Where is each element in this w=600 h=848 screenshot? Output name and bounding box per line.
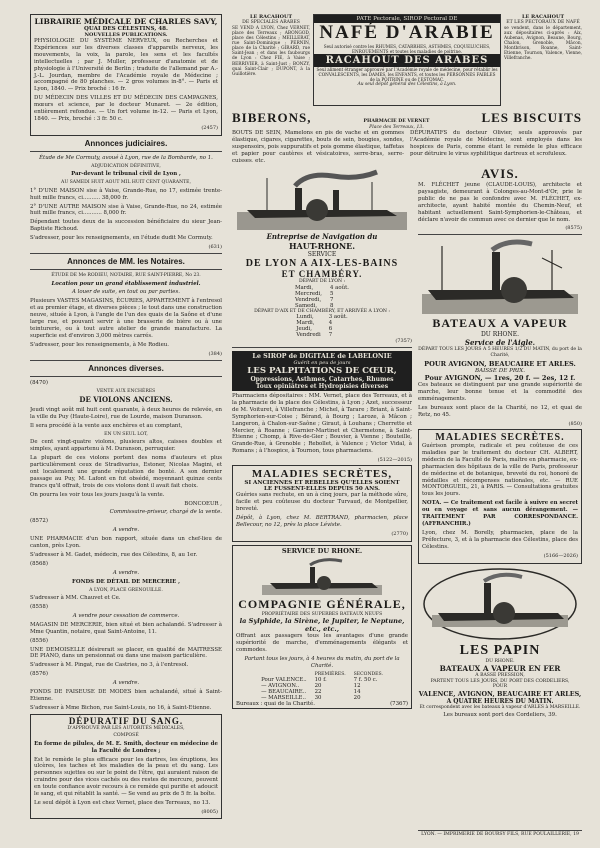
aigle-dest: POUR AVIGNON, BEAUCAIRE ET ARLES. [424,360,576,369]
price-cell: 7 f. 50 c. [353,677,378,684]
price-cell: 14 [353,689,361,696]
labelonie-body: Pharmaciens dépositaires : MM. Vernet, place des Terreaux, et à la pharmacie de la place des Célestins, à Lyon ; Azet, successeur de M. Voituret, à Villefranche ; Michel, à Tarare ; Briant, à Saint-Symphorien-sur-Coise ; Bérand, à Bourg ; Laroze, à Mâcon ; Langeron, à Chalon-sur-Saône ; Giraut, à Louhans ; Cherrette et Mercier, à Roanne ; Garnier-Martinet et Chermetone, à Saint-Étienne ; Chomp, à Rive-de-Gier ; Bouvier, à Vienne ; Bouteille, Grande-Rue, à Grenoble ; Rebollet, à Valence ; Victor Vidal, à Romans ; à l'hospice, à Tournon, tous pharmaciens. [232,393,412,455]
diverses-body8: MAGASIN DE MERCERIE, bien situé et bien achalandé. S'adresser à Mme Quantin, notaire, quai Saint-Antoine, 11. [30,621,222,635]
diverses-avendre3: A vendre. [112,680,140,687]
judiciaires-body: Dépendant toutes deux de la succession bénéficiaire du sieur Jean-Baptiste Richoud. [30,219,222,233]
navigation-ad [232,168,412,344]
secretes3-ad [418,429,582,564]
navigation-route: DE LYON A AIX-LES-BAINS [245,258,399,269]
day-cell: Mercredi, [295,290,322,297]
judiciaires-section [30,139,222,250]
labelonie-line2: Guérit en peu de jours [293,360,351,366]
savy-sub: NOUVELLES PUBLICATIONS. [84,32,168,38]
racahout-nafe-sub: Seul autorisé contre les RHUMES, CATARRHES, ASTHMES, COQUELUCHES, ENROUEMENTS et toutes les maladies de poitrine. [323,43,491,54]
papin-title: LES PAPIN [459,642,541,658]
judiciaires-adjud: ADJUDICATION DÉFINITIVE, [91,163,161,169]
aigle-baisse: BAISSE DE PRIX. [474,368,526,375]
day-cell: Vendredi [296,332,321,338]
labelonie-line1: Le SIROP de DIGITALE de LABELONIE [252,352,392,360]
judiciaires-title: Annonces judiciaires. [84,138,168,148]
diverses-body2: Il sera procédé à la vente aux enchères et au comptant, [30,422,183,429]
diverses-contact5: S'adresser à M. Pingat, rue de Castries, no 3, à l'entresol. [30,662,189,669]
secretes2-sub2: LE FUSSENT-ELLES DEPUIS 50 ANS. [263,486,381,493]
date-cell: 7 [330,296,334,303]
racahout-racahout: RACAHOUT DES ARABES [314,54,500,67]
judiciaires-date: AU SAMEDI HUIT AOUT MIL HUIT CENT QUARANTE, [61,180,191,186]
compagnie-service: SERVICE DU RHONE. [281,546,363,555]
biberons-ad [232,110,582,162]
aigle-bureaux: Les bureaux sont place de la Charité, no 12, et quai de Retz, no 45. [418,405,582,419]
notaires-location: Location pour un grand établissement industriel. [51,280,201,287]
compagnie-boats: la Sylphide, la Sirène, le Jupiter, le Neptune, etc., etc., [239,617,405,634]
biberons-title2: LES BISCUITS [481,110,582,125]
racahout-nafe: NAFÉ D'ARABIE [319,22,495,43]
racahout-pate: PATE Pectorale, SIROP Pectoral DE [314,15,500,23]
diverses-seul: EN UN SEUL LOT, [104,431,148,437]
date-cell: 4 [328,320,333,326]
compagnie-bureaux: Bureaux : quai de la Charité. [236,701,315,708]
diverses-title: Annonces diverses. [88,363,164,373]
diverses-num4: (8558) [30,603,48,610]
racahout-center [313,14,501,106]
labelonie-ad [232,351,412,463]
diverses-signrole: Commissaire-priseur, chargé de la vente. [109,509,222,516]
papin-corresp: Et correspondent avec les bateaux à vapeur d'ARLES à MARSEILLE. [419,704,581,710]
notaires-title: Annonces de MM. les Notaires. [67,257,185,267]
col-header: SECONDES. [353,671,383,677]
papin-depart: PARTENT TOUS LES JOURS, DU PORT DES CORDELIERS, [430,678,570,684]
notaires-ref: (384) [208,350,222,357]
biberons-right: DÉPURATIFS du docteur Olivier, seuls approuvés par l'Académie royale de Médecine, sont employés dans les hospices de Paris, comme étant le remède le plus efficace pour détruire le virus syphilitique dartreux et scrofuleux. [410,130,582,157]
biberons-left: BOUTS DE SEIN, Mamelons en pis de vache et en gommes élastique, cigares, cigarettes, bouts de sein, bougies, sondes, suspensoirs, pois suppuratifs et pois gomme élastique, taffetas et papier pour cautères et vésicatoires, serre-bras, serre-cuisses, etc. [232,130,404,162]
savy-ref: (2457) [201,124,218,131]
secretes2-body: Guéries sans rechute, en un à cinq jours, par la méthode sûre, facile et peu coûteuse du docteur Turvaud, de Montpellier, breveté. [236,492,408,512]
avis-body: M. FLÉCHET jeune (CLAUDE-LOUIS), architecte et paysagiste, demeurant à Colonges-au-Mont-d'Or, prie le public de ne pas le confondre avec M. FLÉCHET, ex-architecte, ayant habité montée du Chemin-Neuf, et habitant actuellement Saint-Symphorien-le-Château, et déclare n'avoir de commun avec ce dernier que le nom. [418,182,582,223]
secretes3-ref: (5166—2026) [543,552,578,559]
day-cell: Mardi, [296,320,315,326]
savy-title: LIBRAIRIE MÉDICALE DE CHARLES SAVY, [34,17,218,26]
judiciaires-contact: S'adresser, pour les renseignements, en l'étude dudit Me Cormuty. [30,235,213,242]
column-left [30,14,222,834]
compagnie-title: COMPAGNIE GÉNÉRALE, [238,596,406,611]
depuratif-ref: (8005) [201,808,218,815]
date-cell: 8 [330,302,334,309]
depuratif-body3: Le seul dépôt à Lyon est chez Vernet, place des Terreaux, no 13. [34,800,211,807]
compagnie-ad [232,545,412,710]
price-cell: 20 [314,683,322,690]
secretes3-nota: NOTA. — Ce traitement est facile à suivre en secret ou en voyage et sans aucun dérangement. — TRAITEMENT PAR CORRESPONDANCE. (AFFRANCHIR.) [422,500,578,527]
date-cell: 5 [330,290,334,297]
secretes2-title: MALADIES SECRÈTES, [251,468,393,481]
diverses-body4: La plupart de ces violons portent des noms d'auteurs et plus particulièrement ceux de Stradivarius, Estoner, Nicolas Magini, et ont localement une grande réputation de bonté. A son dernier passage au Puy, M. Lafont en fut obsédé, moyennant quinze cents francs qu'il offrait, trois de ces violons dont il avait fait choix. [30,455,222,489]
steamboat-engraving [262,557,382,595]
notaires-body: Plusieurs VASTES MAGASINS, ÉCURIES, APPARTEMENT à l'entresol et au premier étage, et diverses pièces ; le tout dans une construction neuve, située à Lyon, à l'angle de l'un des quais de la Saône et d'une large rue, et pouvant servir à une brasserie de bière ou à une teinturerie, ou à tout autre atelier de grande manufacture. La superficie est d'environ 3,000 mètres carrés. [30,298,222,339]
imprint-footer: LYON. — IMPRIMERIE DE BOURSY FILS, RUE POULAILLERIE, 19 [418,830,582,837]
dest-cell: Pour VALENCE.. [261,677,307,684]
compagnie-body: Offrant aux passagers tous les avantages d'une grande supériorité de marche, d'emménagements élégants et commodes. [236,633,408,653]
col-header: PREMIÈRES. [314,671,346,677]
savy-ad [30,14,222,136]
aigle-title: BATEAUX A VAPEUR [432,316,568,331]
dest-cell: — BEAUCAIRE.. [261,689,307,696]
diverses-avendre2: A vendre. [112,569,140,576]
labelonie-line3: LES PALPITATIONS DE CŒUR, [247,366,397,376]
diverses-sign: BONCOEUR , [184,500,222,507]
diverses-num2: (8572) [30,518,48,525]
secretes2-ref: (2770) [391,530,408,537]
navigation-title1: Entreprise de Navigation du [266,232,378,241]
racahout-left [232,14,310,106]
price-cell: 10 f. [314,677,327,684]
judiciaires-lot1: 1° D'UNE MAISON sise à Vaise, Grande-Rue, no 17, estimée trente-huit mille francs, ci.......... 38,000 fr. [30,187,222,201]
savy-body2: DU MÉDECIN DES VILLES ET DU MÉDECIN DES CAMPAGNES, mœurs et science, par le docteur Munaret. — 2e édition, entièrement refondue. — Un fort volume in-12. — Paris et Lyon, 1840. — Prix, broché : 3 fr. 50 c. [34,95,218,122]
papin-bureaux: Les bureaux sont port des Cordeliers, 39. [443,712,557,719]
navigation-route2: ET CHAMBÉRY. [281,269,363,279]
judiciaires-etude: Étude de Me Cormuty, avoué à Lyon, rue de la Bombarde, no 1. [39,154,213,161]
diverses-contact6: S'adresser à Mme Bichon, rue Saint-Louis, no 16, à Saint-Etienne. [30,704,212,711]
savy-address: QUAI DES CÉLESTINS, 48. [84,26,168,32]
navigation-dep-lyon: DÉPART DE LYON : [298,279,345,284]
diverses-num6: (8576) [30,671,48,678]
date-cell: 6 [328,326,333,332]
date-cell: 4 août. [330,284,349,291]
price-cell: 12 [353,683,361,690]
navigation-title2: HAUT-RHONE. [288,241,356,251]
biberons-place: Place des Terreaux, 13. [369,124,424,130]
aigle-ref: (850) [568,420,582,427]
secretes2-ad [232,465,412,542]
judiciaires-ref: (631) [208,244,222,251]
avis-title: AVIS. [481,166,519,181]
price-cell: 20 [353,695,361,702]
diverses-cession: A vendre pour cessation de commerce. [72,612,180,619]
depuratif-body2: Est le remède le plus efficace pour les dartres, les éruptions, les ulcères, les taches et les maladies de la peau et du sang. Les personnes sujettes ou sur le point de l'être, qui auraient raison de craindre pour des vices cachés ou des restes de mercure, peuvent en toute confiance avoir recours à ce remède qui purifie et adoucit le sang, et qui rétablit la santé. — Se vend au prix de 5 fr. la boîte. [34,756,218,798]
compagnie-depart: Partant tous les jours, à 4 heures du matin, du port de la Charité. [244,655,400,669]
steamboat-engraving [237,168,407,230]
judiciaires-lot2: 2° D'UNE AUTRE MAISON sise à Vaise, Grande-Rue, no 24, estimée huit mille francs, ci........... 8,000 fr. [30,203,222,217]
diverses-num3: (8568) [30,560,48,567]
diverses-violons: DE VIOLONS ANCIENS. [79,395,173,405]
savy-body1: PHYSIOLOGIE DU SYSTÈME NERVEUX, ou Recherches et Expériences sur les diverses classes d'appareils nerveux, les mouvements, la voix, la parole, les sens et les facultés intellectuelles ; par J. Muller, professeur d'anatomie et de physiologie à l'Université de Berlin ; traduite de l'allemand par A.-J.-L. Jourdan, membre de l'Académie royale de Médecine ; accompagné de 80 planches. — 2 gros volumes in-8°. — Paris et Lyon, 1840. — Prix broché : 16 fr. [34,38,218,93]
navigation-ref: (7357) [395,338,412,344]
diverses-body6: UNE PHARMACIE d'un bon rapport, située dans un chef-lieu de canton, près Lyon. [30,536,222,550]
diverses-body3: De cent vingt-quatre violons, plusieurs altos, caisses doubles et simples, ayant appartenu à M. Duranson, perruquier. [30,439,222,453]
secretes2-sub: SI ANCIENNES ET REBELLES QU'ELLES SOIENT [244,480,400,487]
diverses-vente: VENTE AUX ENCHÈRES [96,388,156,394]
secretes2-depot: Dépôt, à Lyon, chez M. BERTRAND, pharmacien, place Bellecour, no 12, près la place Léviste. [236,514,408,528]
diverses-body9: UNE DEMOISELLE désirerait se placer, en qualité de MAITRESSE DE PIANO, dans un pensionnat ou dans une maison particulière. [30,646,222,660]
biberons-pharm: PHARMACIE DE VERNET [363,119,430,124]
racahout-left-title: LE RACAHOUT [249,14,293,20]
papin-du: DU RHONE. [485,658,515,664]
steamboat-engraving [422,238,578,314]
racahout-right-body: se vendent, dans le département, aux dépositaires ci-après : Aix, Aubenas, Avignon, Beaune, Bourg, Chalon, Grenoble, Mâcon, Montbrison, Roanne, Saint-Etienne, Tournon, Valence, Vienne, Villefranche. [504,25,582,62]
diverses-fondsloc: A LYON, PLACE GRENOUILLE. [89,587,163,593]
racahout-left-sub: DE SPECIALES ARABES [242,20,300,25]
depuratif-title: DÉPURATIF DU SANG. [68,715,184,726]
judiciaires-par: Par-devant le tribunal civil de Lyon , [71,171,181,178]
papin-dest: VALENCE, AVIGNON, BEAUCAIRE ET ARLES, [418,689,582,698]
papin-sub: BATEAUX A VAPEUR EN FER [439,664,561,674]
diverses-body10: FONDS DE FAISEUSE DE MODES bien achalandé, situé à Saint-Etienne. [30,689,222,702]
steamboat-engraving [422,567,578,641]
biberons-title: BIBERONS, [232,110,312,125]
day-cell: Jeudi, [296,326,312,332]
papin-press: A BASSE PRESSION, [475,673,525,679]
dest-cell: — MARSEILLE.. [261,695,306,702]
date-cell: 7 [328,332,333,338]
secretes3-body: Guérison prompte, radicale et peu coûteuse de ces maladies par le traitement du docteur CH. ALBERT, médecin de la Faculté de Paris, maître en pharmacie, ex-pharmacien des hôpitaux de la ville de Paris, professeur de médecine et de botanique, breveté du roi, honoré de médailles et récompenses nationales, etc. — RUE MONTORGUEIL, 21, à PARIS. — Consultations gratuites tous les jours. [422,442,578,498]
racahout-right-title: LE RACAHOUT [521,14,565,20]
column-right [418,166,582,826]
notaires-section [30,253,222,357]
labelonie-ref: (5122—2015) [377,457,412,464]
avis-ad [418,166,582,231]
diverses-fonds: FONDS DE DÉTAIL DE MERCERIE , [72,578,180,585]
diverses-body1: Jeudi vingt août mil huit cent quarante, à deux heures de relevée, en la ville du Puy (Haute-Loire), rue de Lourde, maison Duranson. [30,407,222,420]
navigation-lyon-table [291,285,353,309]
secretes3-title: MALADIES SECRÈTES. [435,431,565,443]
racahout-ad [232,14,582,106]
racahout-left-body: SE VEND A LYON, Chez VERNET, place des Terreaux ; ABONGOD, place des Célestins ; MEILLERAT, rue Saint-Dominique ; PERNIN, place de la Charité ; GIRARD, rue Saint-Jean ; et dans les faubourgs de Lyon : Chez FIE, à Vaise ; BERRIVIER, à Saint-Just ; BONZY, quai Saint-Clair ; DUPONT, à la Guillotière. [232,25,310,77]
diverses-body5: On pourra les voir tous les jours jusqu'à la vente. [30,491,165,498]
price-cell: 22 [314,689,322,696]
depuratif-body1: En forme de pilules, de M. E. Smith, docteur en médecine de la Faculté de Londres ; [34,740,218,754]
secretes3-depot: Lyon, chez M. Borelly, pharmacien, place de la Préfecture, 3, et à la pharmacie des Célestins, place des Célestins. [422,529,578,550]
dest-cell: — AVIGNON.. [261,683,300,690]
racahout-racahout-sub: Seul aliment étranger approuvé par l'Académie royale de médecine, pour rétablir les CONVALESCENTS, les DAMES, les ENFANTS, et toutes les PERSONNES FAIBLES de la POITRINE ou de l'ESTOMAC. [316,66,498,83]
aigle-body: Ces bateaux se distinguent par une grande supériorité de marche, leur bonne tenue et la commodité des emménagements. [418,382,582,403]
depuratif-sub: D'APPROUVÉ PAR LES AUTORITÉS MÉDICALES, [67,725,185,731]
aigle-service: Service de l'Aigle. [464,338,536,348]
notaires-contact: S'adresser, pour les renseignements, à Me Rodieu. [30,341,169,348]
navigation-service: SERVICE [307,251,337,258]
navigation-aix-table [292,314,351,338]
racahout-depot: Au seul dépôt général des Célestins, à Lyon. [357,82,457,88]
compagnie-price-table [257,672,387,702]
day-cell: Vendredi, [295,296,322,303]
day-cell: Mardi, [295,284,314,291]
notaires-louer: A louer de suite, en tout ou par parties. [72,289,180,296]
price-cell: 30 [314,695,322,702]
depuratif-compose: COMPOSÉ [113,733,139,739]
navigation-dep-aix: DÉPART D'AIX ET DE CHAMBÉRY, ET ARRIVÉE A LYON : [254,308,390,314]
diverses-contact3: S'adresser à MM. Chauvet et Ce. [30,595,121,602]
diverses-avendre: A vendre. [112,527,140,534]
diverses-num5: (8556) [30,637,48,644]
papin-heure: A QUATRE HEURES DU MATIN. [446,697,554,705]
aigle-prix: Pour AVIGNON, — 1res, 20 f. — 2es, 12 f. [424,374,576,383]
labelonie-line5: Toux opiniâtres et Hydropisies diverses [255,383,389,390]
day-cell: Samedi, [295,302,318,309]
diverses-section [30,360,222,712]
avis-ref: (8575) [565,225,582,232]
racahout-right-sub: ET LES PECTORAUX DE NAFÉ [506,20,580,25]
aigle-depart: DÉPART TOUS LES JOURS A 5 HEURES 1/2 DU MATIN, du port de la Charité, [418,347,582,358]
compagnie-ref: (7367) [390,701,408,708]
aigle-ad [418,238,582,427]
depuratif-ad [30,714,222,819]
day-cell: Lundi, [296,314,314,320]
racahout-right [504,14,582,106]
column-center [232,166,412,838]
notaires-etude: ÉTUDE DE Me RODIEU, NOTAIRE, RUE SAINT-PIERRE, No 23. [51,273,201,279]
papin-pour: POUR [492,684,508,690]
date-cell: 3 août. [328,314,348,320]
papin-ad [418,567,582,719]
diverses-num1: (8470) [30,379,48,386]
diverses-body7: S'adresser à M. Gadet, médecin, rue des Célestins, 8, au 1er. [30,551,198,558]
aigle-du: DU RHONE. [481,331,519,339]
compagnie-prop: PROPRIÉTAIRE DES SUPERBES BATEAUX NEUFS [261,611,383,617]
labelonie-line4: Oppressions, Asthmes, Catarrhes, Rhumes [250,376,394,383]
